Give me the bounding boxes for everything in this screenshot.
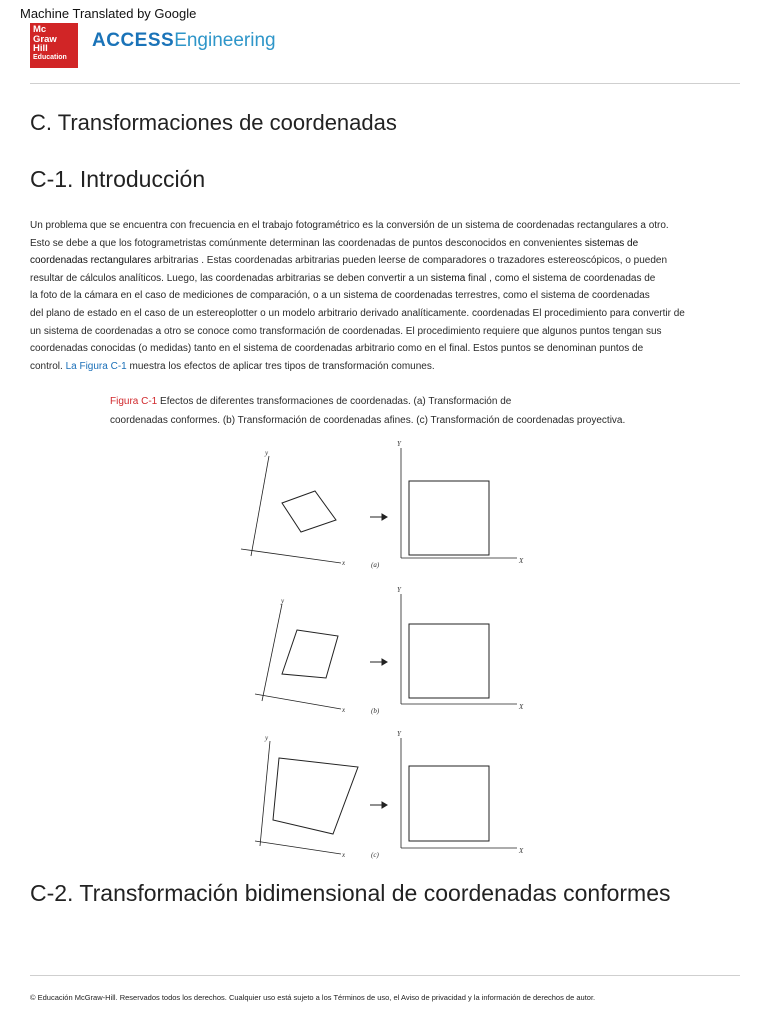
copyright-footer: © Educación McGraw-Hill. Reservados todos los derechos. Cualquier uso está sujeto a los Términos de uso, el Aviso de privacidad y la información de derechos de autor. (30, 993, 596, 1002)
target-x-label: X (519, 557, 524, 565)
source-x-label: x (342, 706, 346, 714)
text: Esto se debe a que los fotogrametristas comúnmente determinan las coordenadas de puntos desconocidos en convenientes (30, 237, 585, 249)
figure-caption (110, 392, 710, 430)
text: resultar de cálculos analíticos. Luego, las coordenadas arbitrarias se deben convertir a un (30, 272, 431, 284)
panel-label: (b) (371, 707, 380, 715)
target-square (409, 624, 489, 698)
source-y-label: y (265, 449, 269, 457)
text: Efectos de diferentes transformaciones de coordenadas. (a) Transformación de (157, 396, 512, 407)
page-title: C. Transformaciones de coordenadas (30, 110, 397, 135)
panel-b (255, 586, 524, 715)
target-y-label: Y (397, 730, 401, 738)
paragraph-line (30, 252, 742, 270)
caption-line: coordenadas conformes. (b) Transformación de coordenadas afines. (c) Transformación de coordenadas proyectiva. (110, 415, 626, 426)
paragraph-line (30, 235, 742, 253)
target-y-label: Y (397, 586, 401, 594)
panel-c (255, 730, 524, 859)
brand-access: ACCESS (92, 30, 175, 51)
paragraph-line (30, 270, 742, 288)
arrow-icon (382, 659, 387, 665)
figure-c1 (225, 436, 535, 866)
logo-sub: Education (33, 53, 67, 61)
footer-divider (30, 975, 740, 976)
figure-label: Figura C-1 (110, 396, 158, 407)
conformal-shape (282, 491, 336, 532)
term-highlight: sistema (430, 272, 466, 284)
affine-shape (282, 630, 338, 678)
logo-line: Hill (33, 43, 48, 54)
source-y-axis (260, 741, 270, 846)
source-x-label: x (342, 559, 346, 567)
brand-engineering: Engineering (174, 30, 276, 51)
source-x-axis (255, 841, 341, 854)
target-x-label: X (519, 847, 524, 855)
caption-line (110, 392, 710, 411)
section-heading-c2: C-2. Transformación bidimensional de coordenadas conformes (30, 880, 671, 906)
panel-a (241, 440, 524, 569)
paragraph-line: del plano de estado en el caso de un estereoplotter o un modelo arbitrario derivado analíticamente. coordenadas El procedimiento para convertir de (30, 307, 685, 319)
machine-translated-banner: Machine Translated by Google (20, 6, 197, 21)
term-highlight: sistemas de (584, 237, 639, 249)
source-x-label: x (342, 851, 346, 859)
intro-paragraph (30, 217, 742, 375)
target-x-label: X (519, 703, 524, 711)
arrow-icon (382, 802, 387, 808)
panel-label: (c) (371, 851, 379, 859)
text: arbitrarias . Estas coordenadas arbitrarias pueden leerse de comparadores o trazadores estereoscópicos, o pueden (151, 255, 668, 267)
projective-shape (273, 758, 358, 834)
access-engineering-logo[interactable] (92, 30, 276, 52)
source-x-axis (241, 549, 341, 563)
source-y-label: y (265, 734, 269, 742)
paragraph-line: un sistema de coordenadas a otro se conoce como transformación de coordenadas. El procedimiento requiere que algunos puntos tengan sus (30, 325, 662, 337)
figure-c1-link[interactable]: La Figura C-1 (65, 360, 127, 372)
source-y-axis (251, 456, 269, 556)
term-highlight: coordenadas rectangulares (30, 255, 152, 267)
paragraph-line: coordenadas conocidas (o medidas) tanto en el sistema de coordenadas arbitrario como en el final. Estos puntos se denominan puntos de (30, 343, 644, 355)
mcgraw-hill-logo[interactable] (30, 23, 78, 68)
paragraph-line (30, 358, 742, 376)
text: muestra los efectos de aplicar tres tipos de transformación comunes. (126, 360, 435, 372)
arrow-icon (382, 514, 387, 520)
logo-line: Mc (33, 24, 47, 35)
header-divider (30, 83, 740, 84)
target-y-label: Y (397, 440, 401, 448)
target-square (409, 766, 489, 841)
paragraph-line: la foto de la cámara en el caso de mediciones de comparación, o a un sistema de coordenadas terrestres, como el sistema de coordenadas (30, 290, 650, 302)
source-y-axis (262, 604, 282, 701)
source-x-axis (255, 694, 341, 709)
panel-label: (a) (371, 561, 380, 569)
logo-line: Graw (33, 33, 57, 45)
source-y-label: y (281, 597, 285, 605)
text: final , como el sistema de coordenadas de (465, 272, 656, 284)
target-square (409, 481, 489, 555)
text: control. (30, 360, 66, 372)
section-heading-intro: C-1. Introducción (30, 166, 206, 192)
paragraph-line: Un problema que se encuentra con frecuencia en el trabajo fotogramétrico es la conversión de un sistema de coordenadas rectangulares a otro. (30, 220, 669, 231)
